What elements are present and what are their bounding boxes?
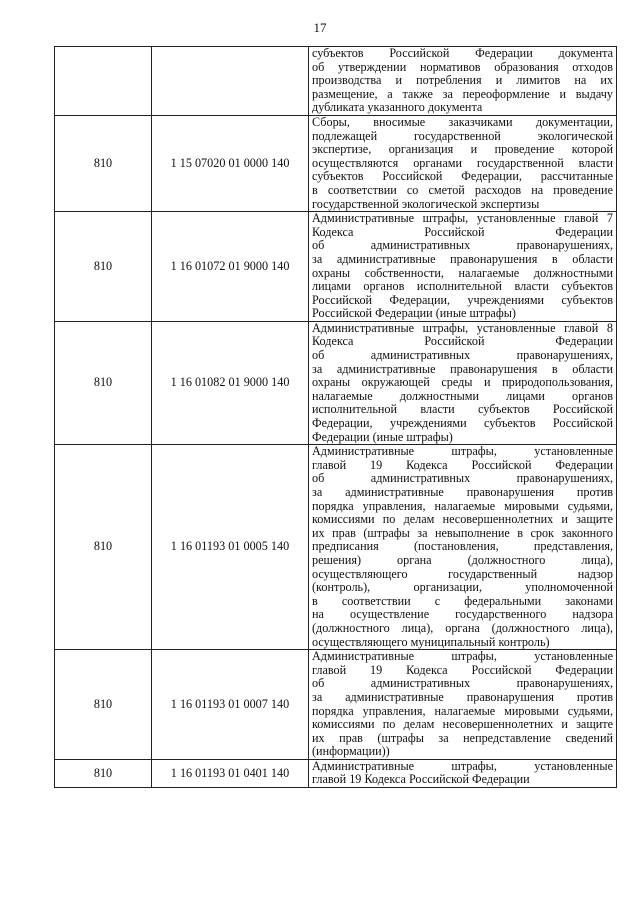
description-line: в соответствии со сметой расходов на проведение (312, 183, 613, 197)
description-line: Административные штрафы, установленные главой 8 (312, 321, 613, 335)
description-line: об административных правонарушениях, (312, 349, 613, 363)
kbk-code-cell: 1 16 01082 01 9000 140 (152, 321, 309, 444)
description-line: за административные правонарушения в области (312, 252, 613, 266)
description-line: осуществляющего муниципальный контроль) (312, 635, 550, 649)
table-row (55, 650, 617, 760)
description-cell (309, 47, 617, 116)
description-line: Административные штрафы, установленные главой 7 (312, 212, 613, 226)
description-line: Российской Федерации, учреждениями субъектов (312, 293, 613, 307)
description-line: размещение, а также за переоформление и выдачу (312, 87, 613, 101)
description-line: за административные правонарушения против (312, 690, 613, 704)
table-row (55, 759, 617, 787)
description-line: их прав (штрафы за невыполнение в срок законного (312, 526, 613, 540)
description-line: комиссиями по делам несовершеннолетних и защите (312, 513, 613, 527)
description-line: производства и потребления и лимитов на их (312, 74, 613, 88)
description-line: охраны собственности, налагаемые должностными (312, 266, 613, 280)
kbk-code-cell: 1 16 01193 01 0005 140 (152, 445, 309, 650)
description-line: Административные штрафы, установленные (312, 445, 613, 459)
description-line: порядка управления, налагаемые мировыми судьями, (312, 704, 613, 718)
description-line: Кодекса Российской Федерации (312, 335, 613, 349)
description-line: охраны окружающей среды и природопользования, (312, 376, 613, 390)
admin-code-cell (55, 47, 152, 116)
description-cell (309, 321, 617, 444)
description-line: за административные правонарушения против (312, 486, 613, 499)
description-line: Кодекса Российской Федерации (312, 225, 613, 239)
description-line: налагаемые должностными лицами органов (312, 389, 613, 403)
description-line: предписания (постановления, представления, (312, 540, 613, 554)
description-line: Административные штрафы, установленные (312, 650, 613, 664)
description-line: на осуществление государственного надзора (312, 608, 613, 622)
admin-code-cell: 810 (55, 650, 152, 760)
admin-code-cell: 810 (55, 445, 152, 650)
description-line: (контроль), организации, уполномоченной (312, 581, 613, 595)
description-line: субъектов Российской Федерации, рассчитанные (312, 170, 613, 184)
description-line: об административных правонарушениях, (312, 239, 613, 253)
description-line: дубликата указанного документа (312, 101, 483, 115)
description-cell (309, 759, 617, 787)
kbk-code-cell: 1 16 01193 01 0401 140 (152, 759, 309, 787)
description-line: подлежащей государственной экологической (312, 129, 613, 143)
kbk-code-cell: 1 15 07020 01 0000 140 (152, 115, 309, 211)
description-line: (информации)) (312, 745, 390, 759)
description-line: экспертизе, организация и проведение которой (312, 143, 613, 157)
description-line: главой 19 Кодекса Российской Федерации (312, 663, 613, 677)
table-body (55, 47, 617, 788)
budget-classification-table (54, 46, 617, 788)
description-line: комиссиями по делам несовершеннолетних и защите (312, 718, 613, 732)
description-line: Федерации (иные штрафы) (312, 430, 453, 444)
admin-code-cell: 810 (55, 321, 152, 444)
description-cell (309, 212, 617, 322)
description-line: за административные правонарушения в области (312, 362, 613, 376)
kbk-code-cell (152, 47, 309, 116)
description-line: главой 19 Кодекса Российской Федерации (312, 458, 613, 472)
description-line: исполнительной власти субъектов Российской (312, 403, 613, 417)
description-line: главой 19 Кодекса Российской Федерации (312, 773, 530, 787)
table-row (55, 321, 617, 444)
kbk-code-cell: 1 16 01072 01 9000 140 (152, 212, 309, 322)
admin-code-cell: 810 (55, 115, 152, 211)
description-line: об утверждении нормативов образования отходов (312, 60, 613, 74)
description-line: Российской Федерации (иные штрафы) (312, 307, 516, 321)
description-cell (309, 115, 617, 211)
description-line: Административные штрафы, установленные (312, 759, 613, 773)
kbk-code-cell: 1 16 01193 01 0007 140 (152, 650, 309, 760)
description-line: Сборы, вносимые заказчиками документации, (312, 115, 613, 129)
description-line: осуществляющего государственный надзор (312, 567, 613, 581)
description-line: порядка управления, налагаемые мировыми судьями, (312, 499, 613, 513)
description-line: в соответствии с федеральными законами (312, 594, 613, 608)
description-line: Федерации, учреждениями субъектов Российской (312, 417, 613, 431)
description-line: об административных правонарушениях, (312, 472, 613, 486)
description-line: решения) органа (должностного лица), (312, 553, 613, 567)
description-cell (309, 650, 617, 760)
description-line: их прав (штрафы за непредставление сведений (312, 731, 613, 745)
admin-code-cell: 810 (55, 759, 152, 787)
table-row (55, 115, 617, 211)
description-line: (должностного лица), органа (должностного лица), (312, 621, 613, 635)
description-line: лицами органов исполнительной власти субъектов (312, 280, 613, 294)
description-line: государственной экологической экспертизы (312, 197, 540, 211)
page-number: 17 (313, 20, 327, 35)
table-row (55, 47, 617, 116)
description-line: осуществляются органами государственной власти (312, 156, 613, 170)
admin-code-cell: 810 (55, 212, 152, 322)
table-row (55, 445, 617, 650)
description-line: субъектов Российской Федерации документа (312, 47, 613, 60)
description-line: об административных правонарушениях, (312, 677, 613, 691)
description-cell (309, 445, 617, 650)
table-row (55, 212, 617, 322)
